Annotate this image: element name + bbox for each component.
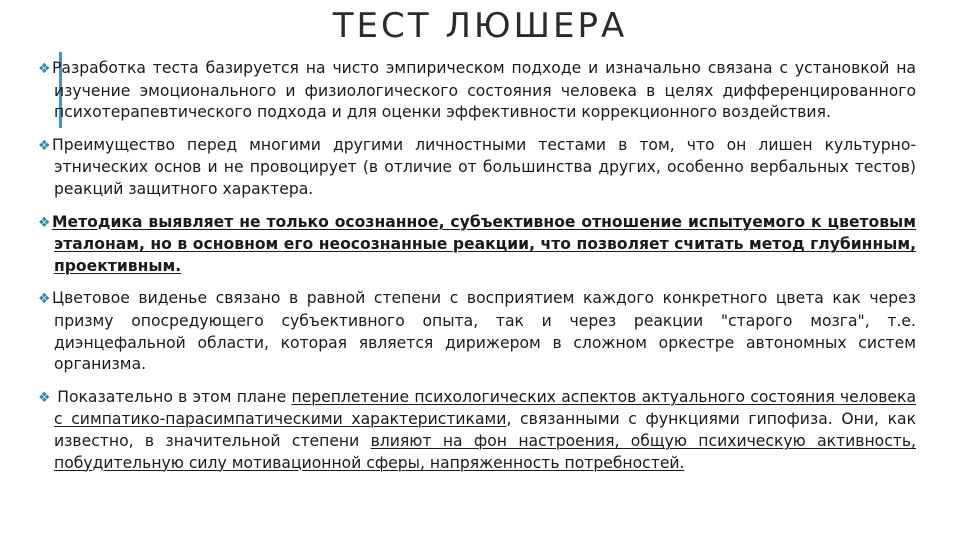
diamond-bullet-icon: ❖: [38, 137, 51, 154]
paragraph-1: [38, 58, 916, 124]
paragraph-4-text: Цветовое виденье связано в равной степени с восприятием каждого конкретного цвета как через призму опосредующего субъективного опыта, так и через реакции "старого мозга", т.е. диэнцефальной области, которая является дирижером в сложном оркестре автономных систем организма.: [52, 289, 916, 374]
diamond-bullet-icon: ❖: [38, 389, 51, 406]
paragraph-5-underlined-2: влияют на фон настроения, общую психическую активность, побудительную силу мотивационной сферы, напряженность потребностей.: [54, 431, 916, 472]
diamond-bullet-icon: ❖: [38, 214, 51, 231]
paragraph-5-lead: Показательно в этом плане: [52, 387, 292, 406]
diamond-bullet-icon: ❖: [38, 291, 51, 308]
slide-body: [38, 58, 916, 474]
paragraph-5: [38, 387, 916, 474]
diamond-bullet-icon: ❖: [38, 61, 51, 77]
paragraph-4: [38, 288, 916, 375]
slide-title: ТЕСТ ЛЮШЕРА: [332, 6, 628, 46]
paragraph-3-text: Методика выявляет не только осознанное, субъективное отношение испытуемого к цветовым эталонам, но в основном его неосознанные реакции, что позволяет считать метод глубинным, проективным.: [52, 212, 916, 275]
paragraph-5-underlined-1: переплетение психологических аспектов актуального состояния человека с симпатико-парасимпатическими характеристиками: [54, 387, 916, 429]
paragraph-1-text: Разработка теста базируется на чисто эмпирическом подходе и изначально связана с установкой на изучение эмоционального и физиологического состояния человека в целях дифференцированного психотерапевтического подхода и для оценки эффективности коррекционного воздействия.: [52, 59, 916, 122]
paragraph-2: [38, 135, 916, 201]
paragraph-3: [38, 212, 916, 278]
paragraph-5-middle: , связанными с функциями гипофиза. Они, как известно, в значительной степени: [54, 410, 916, 450]
paragraph-2-text: Преимущество перед многими другими личностными тестами в том, что он лишен культурно-этнических основ и не провоцирует (в отличие от большинства других, особенно вербальных тестов) реакций защитного характера.: [52, 135, 916, 198]
